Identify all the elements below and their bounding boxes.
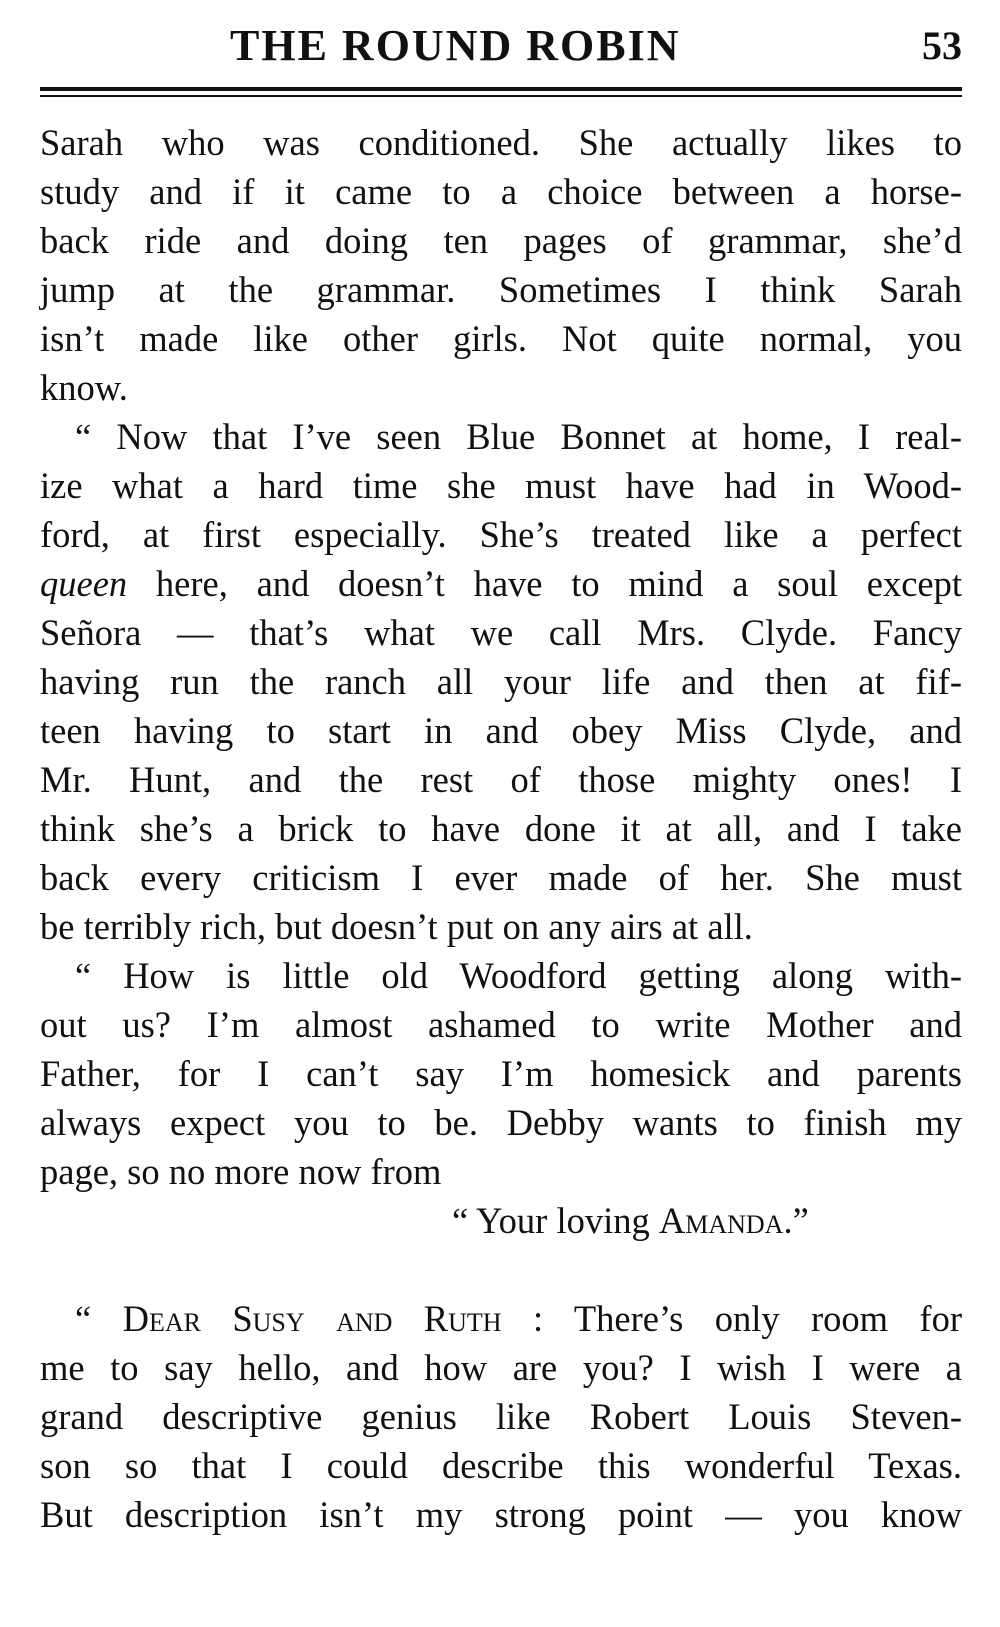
text-line: Señora — that’s what we call Mrs. Clyde. Fancy bbox=[40, 612, 962, 653]
header-rule-thin bbox=[40, 95, 962, 97]
text-line: But description isn’t my strong point — you know bbox=[40, 1494, 962, 1535]
text-line: know. bbox=[40, 367, 128, 408]
text-line: back ride and doing ten pages of grammar, she’d bbox=[40, 220, 962, 261]
letter-signature bbox=[40, 1196, 962, 1245]
signature-suffix: .” bbox=[783, 1200, 809, 1241]
signature-prefix: “ Your loving bbox=[452, 1200, 659, 1241]
text-line: ize what a hard time she must have had in Wood- bbox=[40, 465, 962, 506]
book-page bbox=[40, 0, 962, 1627]
page-number: 53 bbox=[922, 23, 962, 68]
text-line: ford, at first especially. She’s treated like a perfect bbox=[40, 514, 962, 555]
text-line: be terribly rich, but doesn’t put on any airs at all. bbox=[40, 906, 753, 947]
line-rest: : There’s only room for bbox=[501, 1298, 962, 1339]
text-line: out us? I’m almost ashamed to write Mother and bbox=[40, 1004, 962, 1045]
text-line bbox=[40, 559, 962, 608]
text-line: Father, for I can’t say I’m homesick and parents bbox=[40, 1053, 962, 1094]
text-line: grand descriptive genius like Robert Louis Steven- bbox=[40, 1396, 962, 1437]
italic-queen: queen bbox=[40, 563, 128, 604]
text-line: think she’s a brick to have done it at all, and I take bbox=[40, 808, 962, 849]
text-line: son so that I could describe this wonderful Texas. bbox=[40, 1445, 962, 1486]
text-line: always expect you to be. Debby wants to finish my bbox=[40, 1102, 962, 1143]
text-line: jump at the grammar. Sometimes I think Sarah bbox=[40, 269, 962, 310]
running-head bbox=[40, 18, 962, 78]
text-line: back every criticism I ever made of her. She must bbox=[40, 857, 962, 898]
text-line: having run the ranch all your life and then at fif- bbox=[40, 661, 962, 702]
header-rule-thick bbox=[40, 87, 962, 91]
line-rest: here, and doesn’t have to mind a soul except bbox=[127, 563, 962, 604]
signature-name: Amanda bbox=[658, 1200, 784, 1241]
text-line: teen having to start in and obey Miss Clyde, and bbox=[40, 710, 962, 751]
text-line: page, so no more now from bbox=[40, 1151, 442, 1192]
text-line: Mr. Hunt, and the rest of those mighty ones! I bbox=[40, 759, 962, 800]
text-line: Sarah who was conditioned. She actually likes to bbox=[40, 122, 962, 163]
text-line: me to say hello, and how are you? I wish I were a bbox=[40, 1347, 962, 1388]
text-line: “ Now that I’ve seen Blue Bonnet at home, I real- bbox=[75, 416, 962, 457]
text-line bbox=[40, 1294, 962, 1343]
text-line: study and if it came to a choice between a horse- bbox=[40, 171, 962, 212]
text-line: isn’t made like other girls. Not quite normal, you bbox=[40, 318, 962, 359]
text-line: “ How is little old Woodford getting along with- bbox=[75, 955, 962, 996]
letter-salutation: “ Dear Susy and Ruth bbox=[75, 1298, 502, 1339]
running-title: THE ROUND ROBIN bbox=[230, 21, 681, 70]
